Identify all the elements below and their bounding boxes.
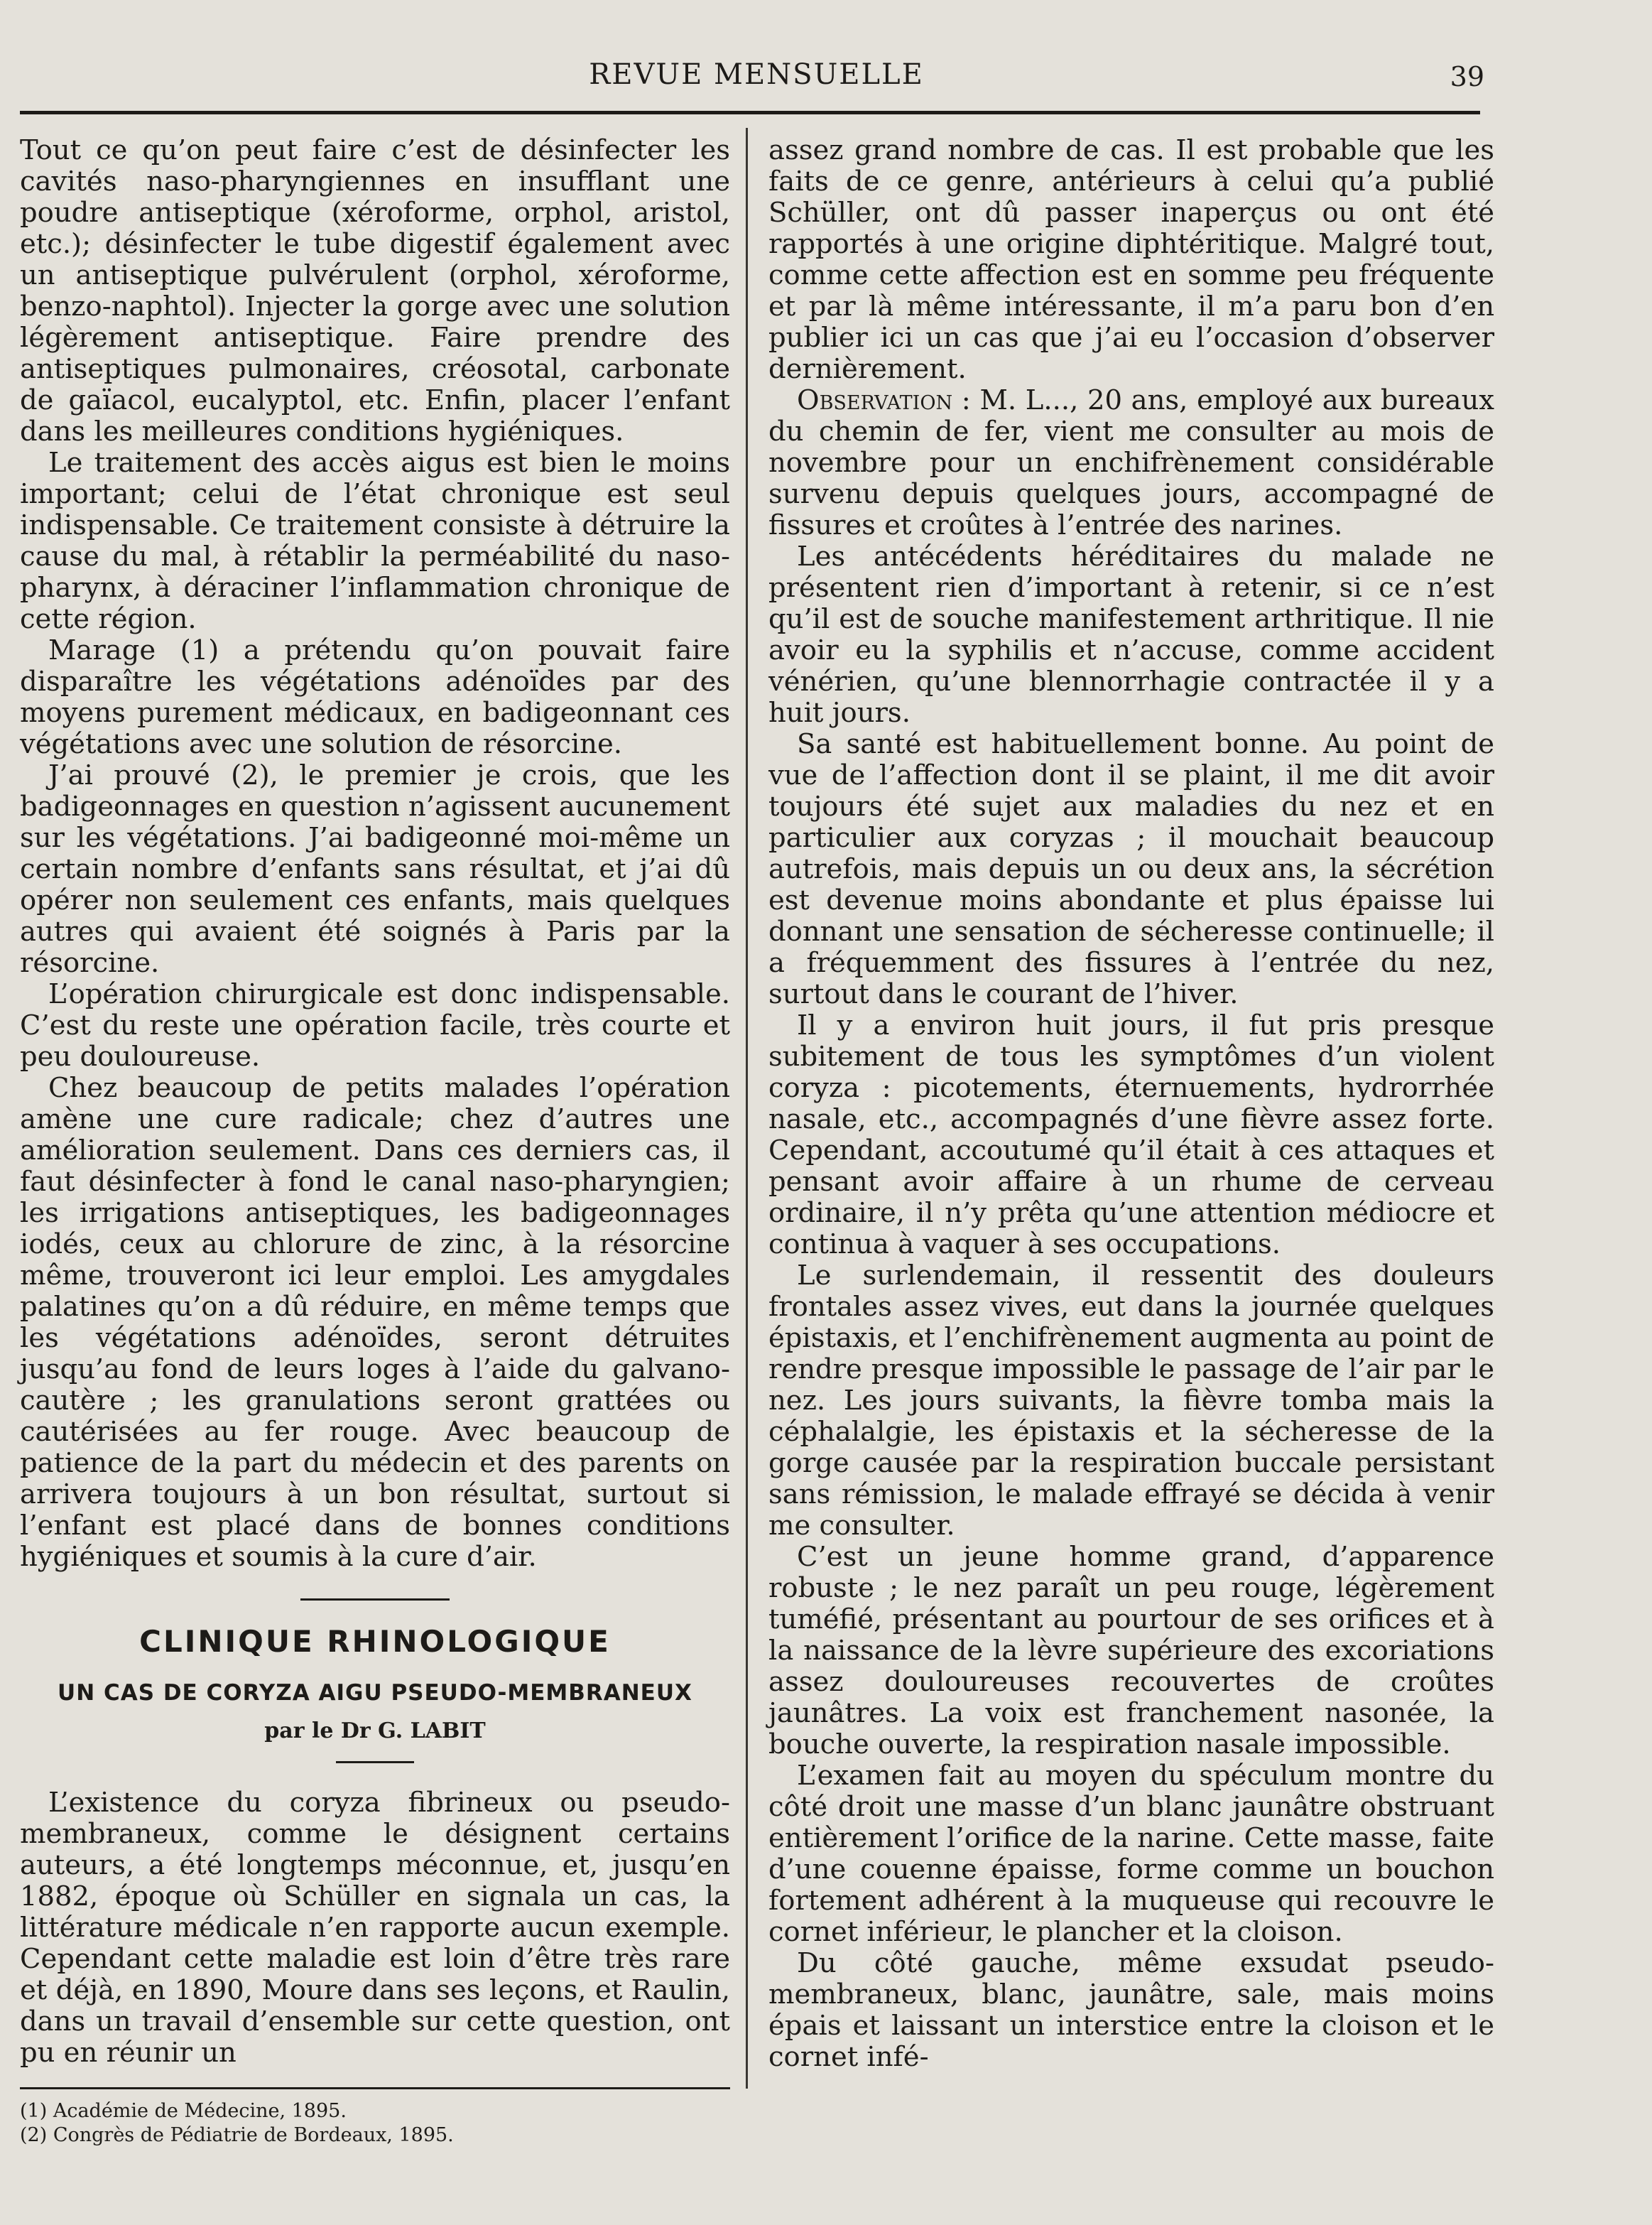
column-divider [746,128,748,2089]
paragraph: Chez beaucoup de petits malades l’opération amène une cure radicale; chez d’autres une amélioration seulement. Dans ces derniers cas, il faut désinfecter à fond le canal naso-pharyngien; les irrigations antiseptiques, les badigeonnages iodés, ceux au chlorure de zinc, à la résorcine même, trouveront ici leur emploi. Les amygdales palatines qu’on a dû réduire, en même temps que les végétations adénoïdes, seront détruites jusqu’au fond de leurs loges à l’aide du galvano-cautère ; les granulations seront grattées ou cautérisées au fer rouge. Avec beaucoup de patience de la part du médecin et des parents on arrivera toujours à un bon résultat, surtout si l’enfant est placé dans de bonnes conditions hygiéniques et soumis à la cure d’air. [20,1072,730,1573]
footnote-rule [20,2087,730,2089]
paragraph: C’est un jeune homme grand, d’apparence robuste ; le nez paraît un peu rouge, légèrement tuméfié, présentant au pourtour de ses orifices et à la naissance de la lèvre supérieure des excoriations assez douloureuses recouvertes de croûtes jaunâtres. La voix est franchement nasonée, la bouche ouverte, la respiration nasale impossible. [768,1541,1494,1760]
paragraph: Tout ce qu’on peut faire c’est de désinfecter les cavités naso-pharyngiennes en insufflant une poudre antiseptique (xéroforme, orphol, aristol, etc.); désinfecter le tube digestif également avec un antiseptique pulvérulent (orphol, xéroforme, benzo-naphtol). Injecter la gorge avec une solution légèrement antiseptique. Faire prendre des antiseptiques pulmonaires, créosotal, carbonate de gaïacol, eucalyptol, etc. Enfin, placer l’enfant dans les meilleures conditions hygiéniques. [20,134,730,448]
paragraph: Du côté gauche, même exsudat pseudo-membraneux, blanc, jaunâtre, sale, mais moins épais et laissant un interstice entre la cloison et le cornet infé- [768,1947,1494,2073]
section-title: CLINIQUE RHINOLOGIQUE [139,1624,611,1659]
left-column [20,135,730,2148]
paragraph: Le traitement des accès aigus est bien le moins important; celui de l’état chronique est seul indispensable. Ce traitement consiste à détruire la cause du mal, à rétablir la perméabilité du naso-pharynx, à déraciner l’inflammation chronique de cette région. [20,447,730,635]
journal-title: REVUE MENSUELLE [589,58,924,91]
running-header [28,58,1484,101]
paragraph: L’existence du coryza fibrineux ou pseudo-membraneux, comme le désignent certains auteurs, a été longtemps méconnue, et, jusqu’en 1882, époque où Schüller en signala un cas, la littérature médicale n’en rapporte aucun exemple. Cependant cette maladie est loin d’être très rare et déjà, en 1890, Moure dans ses leçons, et Raulin, dans un travail d’ensemble sur cette question, ont pu en réunir un [20,1787,730,2069]
article-title: UN CAS DE CORYZA AIGU PSEUDO-MEMBRANEUX [58,1680,692,1706]
observation-paragraph [768,385,1494,541]
paragraph: Il y a environ huit jours, il fut pris presque subitement de tous les symptômes d’un violent coryza : picotements, éternuements, hydrorrhée nasale, etc., accompagnés d’une fièvre assez forte. Cependant, accoutumé qu’il était à ces attaques et pensant avoir affaire à un rhume de cerveau ordinaire, il n’y prêta qu’une attention médiocre et continua à vaquer à ses occupations. [768,1009,1494,1260]
footnote: (2) Congrès de Pédiatrie de Bordeaux, 1895. [20,2124,454,2146]
paragraph: Le surlendemain, il ressentit des douleurs frontales assez vives, eut dans la journée quelques épistaxis, et l’enchifrènement augmenta au point de rendre presque impossible le passage de l’air par le nez. Les jours suivants, la fièvre tomba mais la céphalalgie, les épistaxis et la sécheresse de la gorge causée par la respiration buccale persistant sans rémission, le malade effrayé se décida à venir me consulter. [768,1260,1494,1542]
header-rule [20,111,1480,114]
paragraph: J’ai prouvé (2), le premier je crois, que les badigeonnages en question n’agissent aucunement sur les végétations. J’ai badigeonné moi-même un certain nombre d’enfants sans résultat, et j’ai dû opérer non seulement ces enfants, mais quelques autres qui avaient été soignés à Paris par la résorcine. [20,759,730,979]
paragraph: L’examen fait au moyen du spéculum montre du côté droit une masse d’un blanc jaunâtre obstruant entièrement l’orifice de la narine. Cette masse, faite d’une couenne épaisse, forme comme un bouchon fortement adhérent à la muqueuse qui recouvre le cornet inférieur, le plancher et la cloison. [768,1760,1494,1948]
paragraph: L’opération chirurgicale est donc indispensable. C’est du reste une opération facile, très courte et peu douloureuse. [20,978,730,1073]
right-column [768,135,1494,2073]
paragraph: Sa santé est habituellement bonne. Au point de vue de l’affection dont il se plaint, il me dit avoir toujours été sujet aux maladies du nez et en particulier aux coryzas ; il mouchait beaucoup autrefois, mais depuis un ou deux ans, la sécrétion est devenue moins abondante et plus épaisse lui donnant une sensation de sécheresse continuelle; il a fréquemment des fissures à l’entrée du nez, surtout dans le courant de l’hiver. [768,728,1494,1010]
observation-label: Observation [797,384,953,416]
paragraph: assez grand nombre de cas. Il est probable que les faits de ce genre, antérieurs à celui qu’a publié Schüller, ont dû passer inaperçus ou ont été rapportés à une origine diphtéritique. Malgré tout, comme cette affection est en somme peu fréquente et par là même intéressante, il m’a paru bon d’en publier ici un cas que j’ai eu l’occasion d’observer dernièrement. [768,134,1494,385]
observation-text: : M. L..., 20 ans, employé aux bureaux du chemin de fer, vient me consulter au mois de novembre pour un enchifrènement considérable survenu depuis quelques jours, accompagné de fissures et croûtes à l’entrée des narines. [768,384,1494,541]
byline-separator [336,1761,414,1763]
paragraph: Les antécédents héréditaires du malade ne présentent rien d’important à retenir, si ce n’est qu’il est de souche manifestement arthritique. Il nie avoir eu la syphilis et n’accuse, comme accident vénérien, qu’une blennorrhagie contractée il y a huit jours. [768,541,1494,729]
byline: par le Dr G. LABIT [264,1718,486,1743]
paragraph: Marage (1) a prétendu qu’on pouvait faire disparaître les végétations adénoïdes par des moyens purement médicaux, en badigeonnant ces végétations avec une solution de résorcine. [20,634,730,760]
page-number: 39 [1450,61,1484,92]
section-separator [300,1598,450,1601]
footnote: (1) Académie de Médecine, 1895. [20,2100,347,2122]
